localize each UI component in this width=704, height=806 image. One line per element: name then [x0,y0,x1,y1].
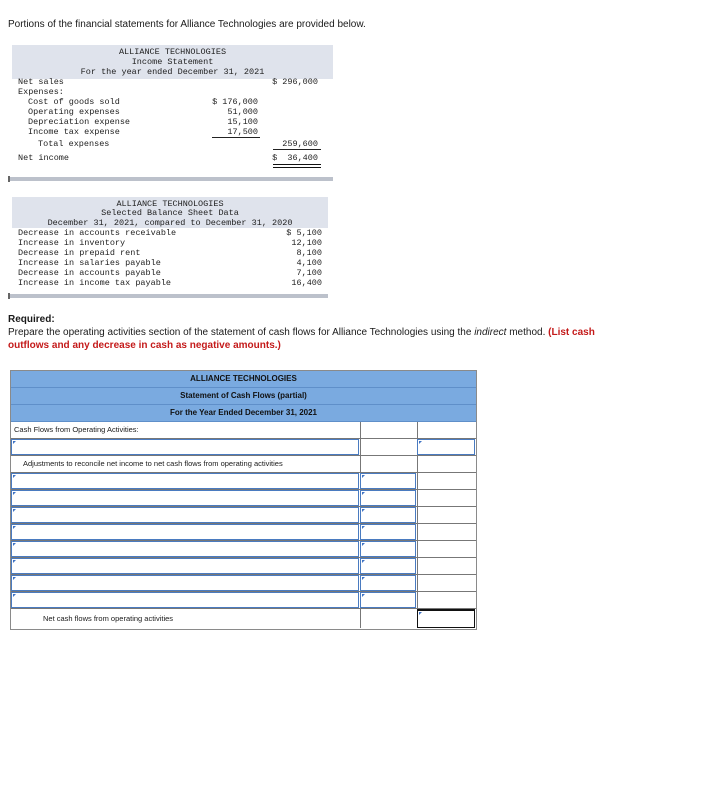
line-item-select[interactable] [11,473,359,489]
line-item-select[interactable] [11,524,359,540]
line-item-select[interactable] [11,558,359,574]
amount-cell [360,456,417,472]
bs-item-label: Decrease in accounts receivable [18,228,177,238]
total-cell [417,422,476,438]
net-income-value: $ 36,400 [272,153,318,163]
table-company: ALLIANCE TECHNOLOGIES [11,371,476,388]
expense-label: Income tax expense [28,127,120,137]
bs-item-value: 8,100 [296,248,322,258]
total-cell [417,575,476,591]
table-title: Statement of Cash Flows (partial) [11,388,476,405]
bs-item-value: $ 5,100 [286,228,322,238]
amount-input[interactable] [360,490,416,506]
intro-text: Portions of the financial statements for Alliance Technologies are provided below. [8,19,366,30]
net-cash-label: Net cash flows from operating activities [43,614,174,623]
expense-label: Operating expenses [28,107,120,117]
amount-input[interactable] [360,558,416,574]
total-cell [417,507,476,523]
is-company: ALLIANCE TECHNOLOGIES [118,47,227,57]
expense-value: 17,500 [227,127,258,137]
income-statement-header [12,45,333,79]
total-cell [417,456,476,472]
bs-title: Selected Balance Sheet Data [101,208,239,218]
table-row [11,507,476,524]
table-row [11,575,476,592]
required-instruction: (List cash outflows and any decrease in cash as negative amounts.) [8,327,595,351]
adjustments-row [11,456,476,473]
balance-sheet-header [12,197,328,228]
total-cell [417,592,476,608]
line-item-select[interactable] [11,592,359,608]
amount-input[interactable] [360,592,416,608]
bs-item-label: Decrease in accounts payable [18,268,161,278]
scrollbar-track[interactable] [8,177,333,181]
table-row [11,473,476,490]
net-sales-value: $ 296,000 [272,77,318,87]
scrollbar-handle[interactable] [8,176,10,182]
bs-item-value: 12,100 [291,238,322,248]
total-cell [417,541,476,557]
expense-label: Cost of goods sold [28,97,120,107]
required-text [8,326,638,352]
bs-item-value: 16,400 [291,278,322,288]
subtotal-rule [212,137,260,138]
expense-value: $ 176,000 [212,97,258,107]
total-expenses-value: 259,600 [282,139,318,149]
cash-flow-table [10,370,477,630]
table-row [11,524,476,541]
adjustments-label: Adjustments to reconcile net income to net cash flows from operating activities [23,459,283,468]
line-item-select[interactable] [11,507,359,523]
amount-input[interactable] [360,507,416,523]
double-rule [273,164,321,168]
section-label: Cash Flows from Operating Activities: [14,425,139,434]
net-cash-row [11,609,476,628]
scrollbar-track[interactable] [8,294,328,298]
table-row [11,558,476,575]
section-row [11,422,476,439]
net-sales-label: Net sales [18,77,64,87]
amount-input[interactable] [360,524,416,540]
total-expenses-label: Total expenses [38,139,110,149]
net-cash-input[interactable] [417,609,475,628]
line-item-select[interactable] [11,439,359,455]
amount-input[interactable] [360,541,416,557]
is-period: For the year ended December 31, 2021 [80,67,265,77]
table-period: For the Year Ended December 31, 2021 [11,405,476,422]
total-rule [273,149,321,150]
expense-label: Depreciation expense [28,117,131,127]
expense-value: 51,000 [227,107,258,117]
balance-sheet-data [12,197,328,297]
amount-cell [360,609,417,628]
total-cell [417,490,476,506]
bs-item-value: 4,100 [296,258,322,268]
bs-item-label: Decrease in prepaid rent [18,248,141,258]
bs-period: December 31, 2021, compared to December 31, 2020 [47,218,293,228]
required-text-a: Prepare the operating activities section of the statement of cash flows for Alliance Technologies using the [8,327,475,338]
amount-input[interactable] [360,473,416,489]
amount-input[interactable] [360,575,416,591]
total-input[interactable] [417,439,475,455]
bs-item-label: Increase in salaries payable [18,258,161,268]
required-text-b: method. [506,327,549,338]
table-row [11,592,476,609]
net-income-label: Net income [18,153,70,163]
bs-company: ALLIANCE TECHNOLOGIES [116,199,224,209]
line-item-select[interactable] [11,575,359,591]
total-cell [417,524,476,540]
income-statement [12,45,333,167]
line-item-select[interactable] [11,490,359,506]
bs-item-label: Increase in inventory [18,238,126,248]
total-cell [417,473,476,489]
bs-item-value: 7,100 [296,268,322,278]
total-cell [417,558,476,574]
expenses-label: Expenses: [18,87,64,97]
is-title: Income Statement [131,57,214,67]
line-item-select[interactable] [11,541,359,557]
table-row [11,541,476,558]
table-row [11,439,476,456]
amount-cell [360,422,417,438]
required-text-em: indirect [474,327,507,338]
required-label: Required: [8,314,55,325]
bs-item-label: Increase in income tax payable [18,278,172,288]
expense-value: 15,100 [227,117,258,127]
table-row [11,490,476,507]
scrollbar-handle[interactable] [8,293,10,299]
amount-cell [360,439,417,455]
